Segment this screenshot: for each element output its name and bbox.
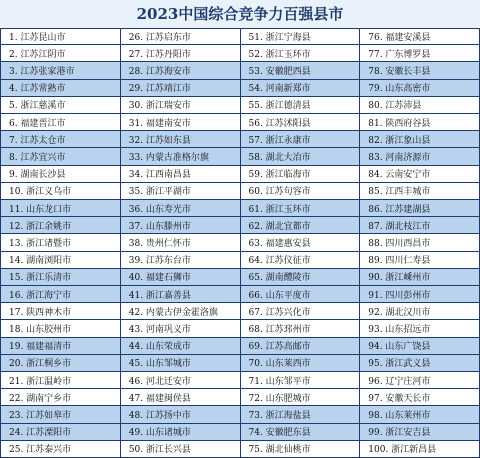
- ranking-cell: 60. 江苏句容市: [241, 183, 360, 200]
- ranking-cell: 70. 山东莱西市: [241, 355, 360, 372]
- ranking-cell: 27. 江苏丹阳市: [121, 45, 240, 62]
- ranking-cell: 95. 浙江武义县: [360, 355, 479, 372]
- ranking-cell: 12. 浙江余姚市: [1, 217, 120, 234]
- ranking-cell: 94. 山东广饶县: [360, 338, 479, 355]
- ranking-cell: 40. 福建石狮市: [121, 269, 240, 286]
- ranking-cell: 10. 浙江义乌市: [1, 183, 120, 200]
- ranking-cell: 54. 河南新郑市: [241, 80, 360, 97]
- ranking-cell: 99. 浙江安吉县: [360, 424, 479, 441]
- ranking-cell: 84. 云南安宁市: [360, 166, 479, 183]
- ranking-cell: 93. 山东招远市: [360, 320, 479, 337]
- ranking-cell: 58. 湖北大冶市: [241, 148, 360, 165]
- ranking-cell: 61. 浙江玉环市: [241, 200, 360, 217]
- ranking-cell: 96. 辽宁庄河市: [360, 372, 479, 389]
- ranking-cell: 87. 湖北枝江市: [360, 217, 479, 234]
- ranking-cell: 39. 江苏东台市: [121, 252, 240, 269]
- ranking-cell: 14. 湖南浏阳市: [1, 252, 120, 269]
- ranking-cell: 45. 山东邹城市: [121, 355, 240, 372]
- ranking-cell: 85. 江西丰城市: [360, 183, 479, 200]
- ranking-cell: 100. 浙江新昌县: [360, 441, 479, 458]
- ranking-cell: 76. 福建安溪县: [360, 28, 479, 45]
- ranking-cell: 56. 江苏沭阳县: [241, 114, 360, 131]
- ranking-cell: 75. 湖北仙桃市: [241, 441, 360, 458]
- ranking-cell: 15. 浙江乐清市: [1, 269, 120, 286]
- ranking-column: [360, 28, 480, 458]
- ranking-cell: 20. 浙江桐乡市: [1, 355, 120, 372]
- ranking-cell: 13. 浙江诸暨市: [1, 234, 120, 251]
- ranking-cell: 91. 四川彭州市: [360, 286, 479, 303]
- ranking-cell: 51. 浙江宁海县: [241, 28, 360, 45]
- ranking-cell: 72. 山东肥城市: [241, 389, 360, 406]
- ranking-cell: 98. 山东莱州市: [360, 406, 479, 423]
- ranking-cell: 47. 福建闽侯县: [121, 389, 240, 406]
- ranking-cell: 79. 山东高密市: [360, 80, 479, 97]
- ranking-cell: 34. 江西南昌县: [121, 166, 240, 183]
- ranking-cell: 78. 安徽长丰县: [360, 62, 479, 79]
- ranking-cell: 23. 江苏如皋市: [1, 406, 120, 423]
- ranking-cell: 65. 湖南醴陵市: [241, 269, 360, 286]
- ranking-cell: 16. 浙江海宁市: [1, 286, 120, 303]
- ranking-cell: 3. 江苏张家港市: [1, 62, 120, 79]
- ranking-cell: 31. 福建南安市: [121, 114, 240, 131]
- ranking-cell: 49. 山东诸城市: [121, 424, 240, 441]
- ranking-cell: 55. 浙江德清县: [241, 97, 360, 114]
- ranking-cell: 37. 山东滕州市: [121, 217, 240, 234]
- ranking-cell: 18. 山东胶州市: [1, 320, 120, 337]
- ranking-cell: 68. 江苏邳州市: [241, 320, 360, 337]
- ranking-cell: 1. 江苏昆山市: [1, 28, 120, 45]
- ranking-cell: 30. 浙江瑞安市: [121, 97, 240, 114]
- ranking-cell: 32. 江苏如东县: [121, 131, 240, 148]
- ranking-column: [1, 28, 121, 458]
- ranking-cell: 22. 湖南宁乡市: [1, 389, 120, 406]
- ranking-cell: 44. 山东荣成市: [121, 338, 240, 355]
- ranking-cell: 7. 江苏太仓市: [1, 131, 120, 148]
- ranking-cell: 62. 湖北宜都市: [241, 217, 360, 234]
- ranking-column: [241, 28, 361, 458]
- ranking-cell: 5. 浙江慈溪市: [1, 97, 120, 114]
- ranking-cell: 9. 湖南长沙县: [1, 166, 120, 183]
- ranking-cell: 73. 浙江海盐县: [241, 406, 360, 423]
- ranking-cell: 88. 四川西昌市: [360, 234, 479, 251]
- ranking-cell: 17. 陕西神木市: [1, 303, 120, 320]
- ranking-cell: 36. 山东寿光市: [121, 200, 240, 217]
- ranking-cell: 43. 河南巩义市: [121, 320, 240, 337]
- ranking-cell: 11. 山东龙口市: [1, 200, 120, 217]
- ranking-cell: 38. 贵州仁怀市: [121, 234, 240, 251]
- ranking-cell: 82. 浙江象山县: [360, 131, 479, 148]
- ranking-cell: 33. 内蒙古准格尔旗: [121, 148, 240, 165]
- ranking-table: [0, 28, 480, 458]
- ranking-cell: 29. 江苏靖江市: [121, 80, 240, 97]
- ranking-cell: 74. 安徽肥东县: [241, 424, 360, 441]
- ranking-cell: 66. 山东平度市: [241, 286, 360, 303]
- ranking-cell: 19. 福建福清市: [1, 338, 120, 355]
- ranking-cell: 48. 江苏扬中市: [121, 406, 240, 423]
- ranking-cell: 63. 福建惠安县: [241, 234, 360, 251]
- ranking-cell: 28. 江苏海安市: [121, 62, 240, 79]
- ranking-cell: 42. 内蒙古伊金霍洛旗: [121, 303, 240, 320]
- ranking-cell: 97. 安徽天长市: [360, 389, 479, 406]
- ranking-cell: 59. 浙江临海市: [241, 166, 360, 183]
- ranking-cell: 52. 浙江玉环市: [241, 45, 360, 62]
- ranking-cell: 86. 江苏建湖县: [360, 200, 479, 217]
- ranking-cell: 50. 浙江长兴县: [121, 441, 240, 458]
- ranking-cell: 89. 四川仁寿县: [360, 252, 479, 269]
- ranking-cell: 71. 山东邹平市: [241, 372, 360, 389]
- ranking-cell: 8. 江苏宜兴市: [1, 148, 120, 165]
- ranking-cell: 25. 江苏泰兴市: [1, 441, 120, 458]
- ranking-cell: 81. 陕西府谷县: [360, 114, 479, 131]
- ranking-column: [121, 28, 241, 458]
- ranking-cell: 6. 福建晋江市: [1, 114, 120, 131]
- ranking-cell: 4. 江苏常熟市: [1, 80, 120, 97]
- ranking-cell: 83. 河南济源市: [360, 148, 479, 165]
- ranking-cell: 80. 江苏沛县: [360, 97, 479, 114]
- ranking-cell: 41. 浙江嘉善县: [121, 286, 240, 303]
- ranking-cell: 67. 江苏兴化市: [241, 303, 360, 320]
- ranking-cell: 57. 浙江永康市: [241, 131, 360, 148]
- ranking-cell: 24. 江苏溧阳市: [1, 424, 120, 441]
- ranking-cell: 53. 安徽肥西县: [241, 62, 360, 79]
- page-title: 2023中国综合竞争力百强县市: [0, 0, 480, 29]
- ranking-cell: 21. 浙江温岭市: [1, 372, 120, 389]
- ranking-cell: 26. 江苏启东市: [121, 28, 240, 45]
- ranking-cell: 69. 江苏高邮市: [241, 338, 360, 355]
- ranking-cell: 77. 广东博罗县: [360, 45, 479, 62]
- ranking-cell: 92. 湖北汉川市: [360, 303, 479, 320]
- ranking-cell: 90. 浙江嵊州市: [360, 269, 479, 286]
- ranking-cell: 35. 浙江平湖市: [121, 183, 240, 200]
- ranking-cell: 46. 河北迁安市: [121, 372, 240, 389]
- ranking-cell: 64. 江苏仪征市: [241, 252, 360, 269]
- ranking-cell: 2. 江苏江阴市: [1, 45, 120, 62]
